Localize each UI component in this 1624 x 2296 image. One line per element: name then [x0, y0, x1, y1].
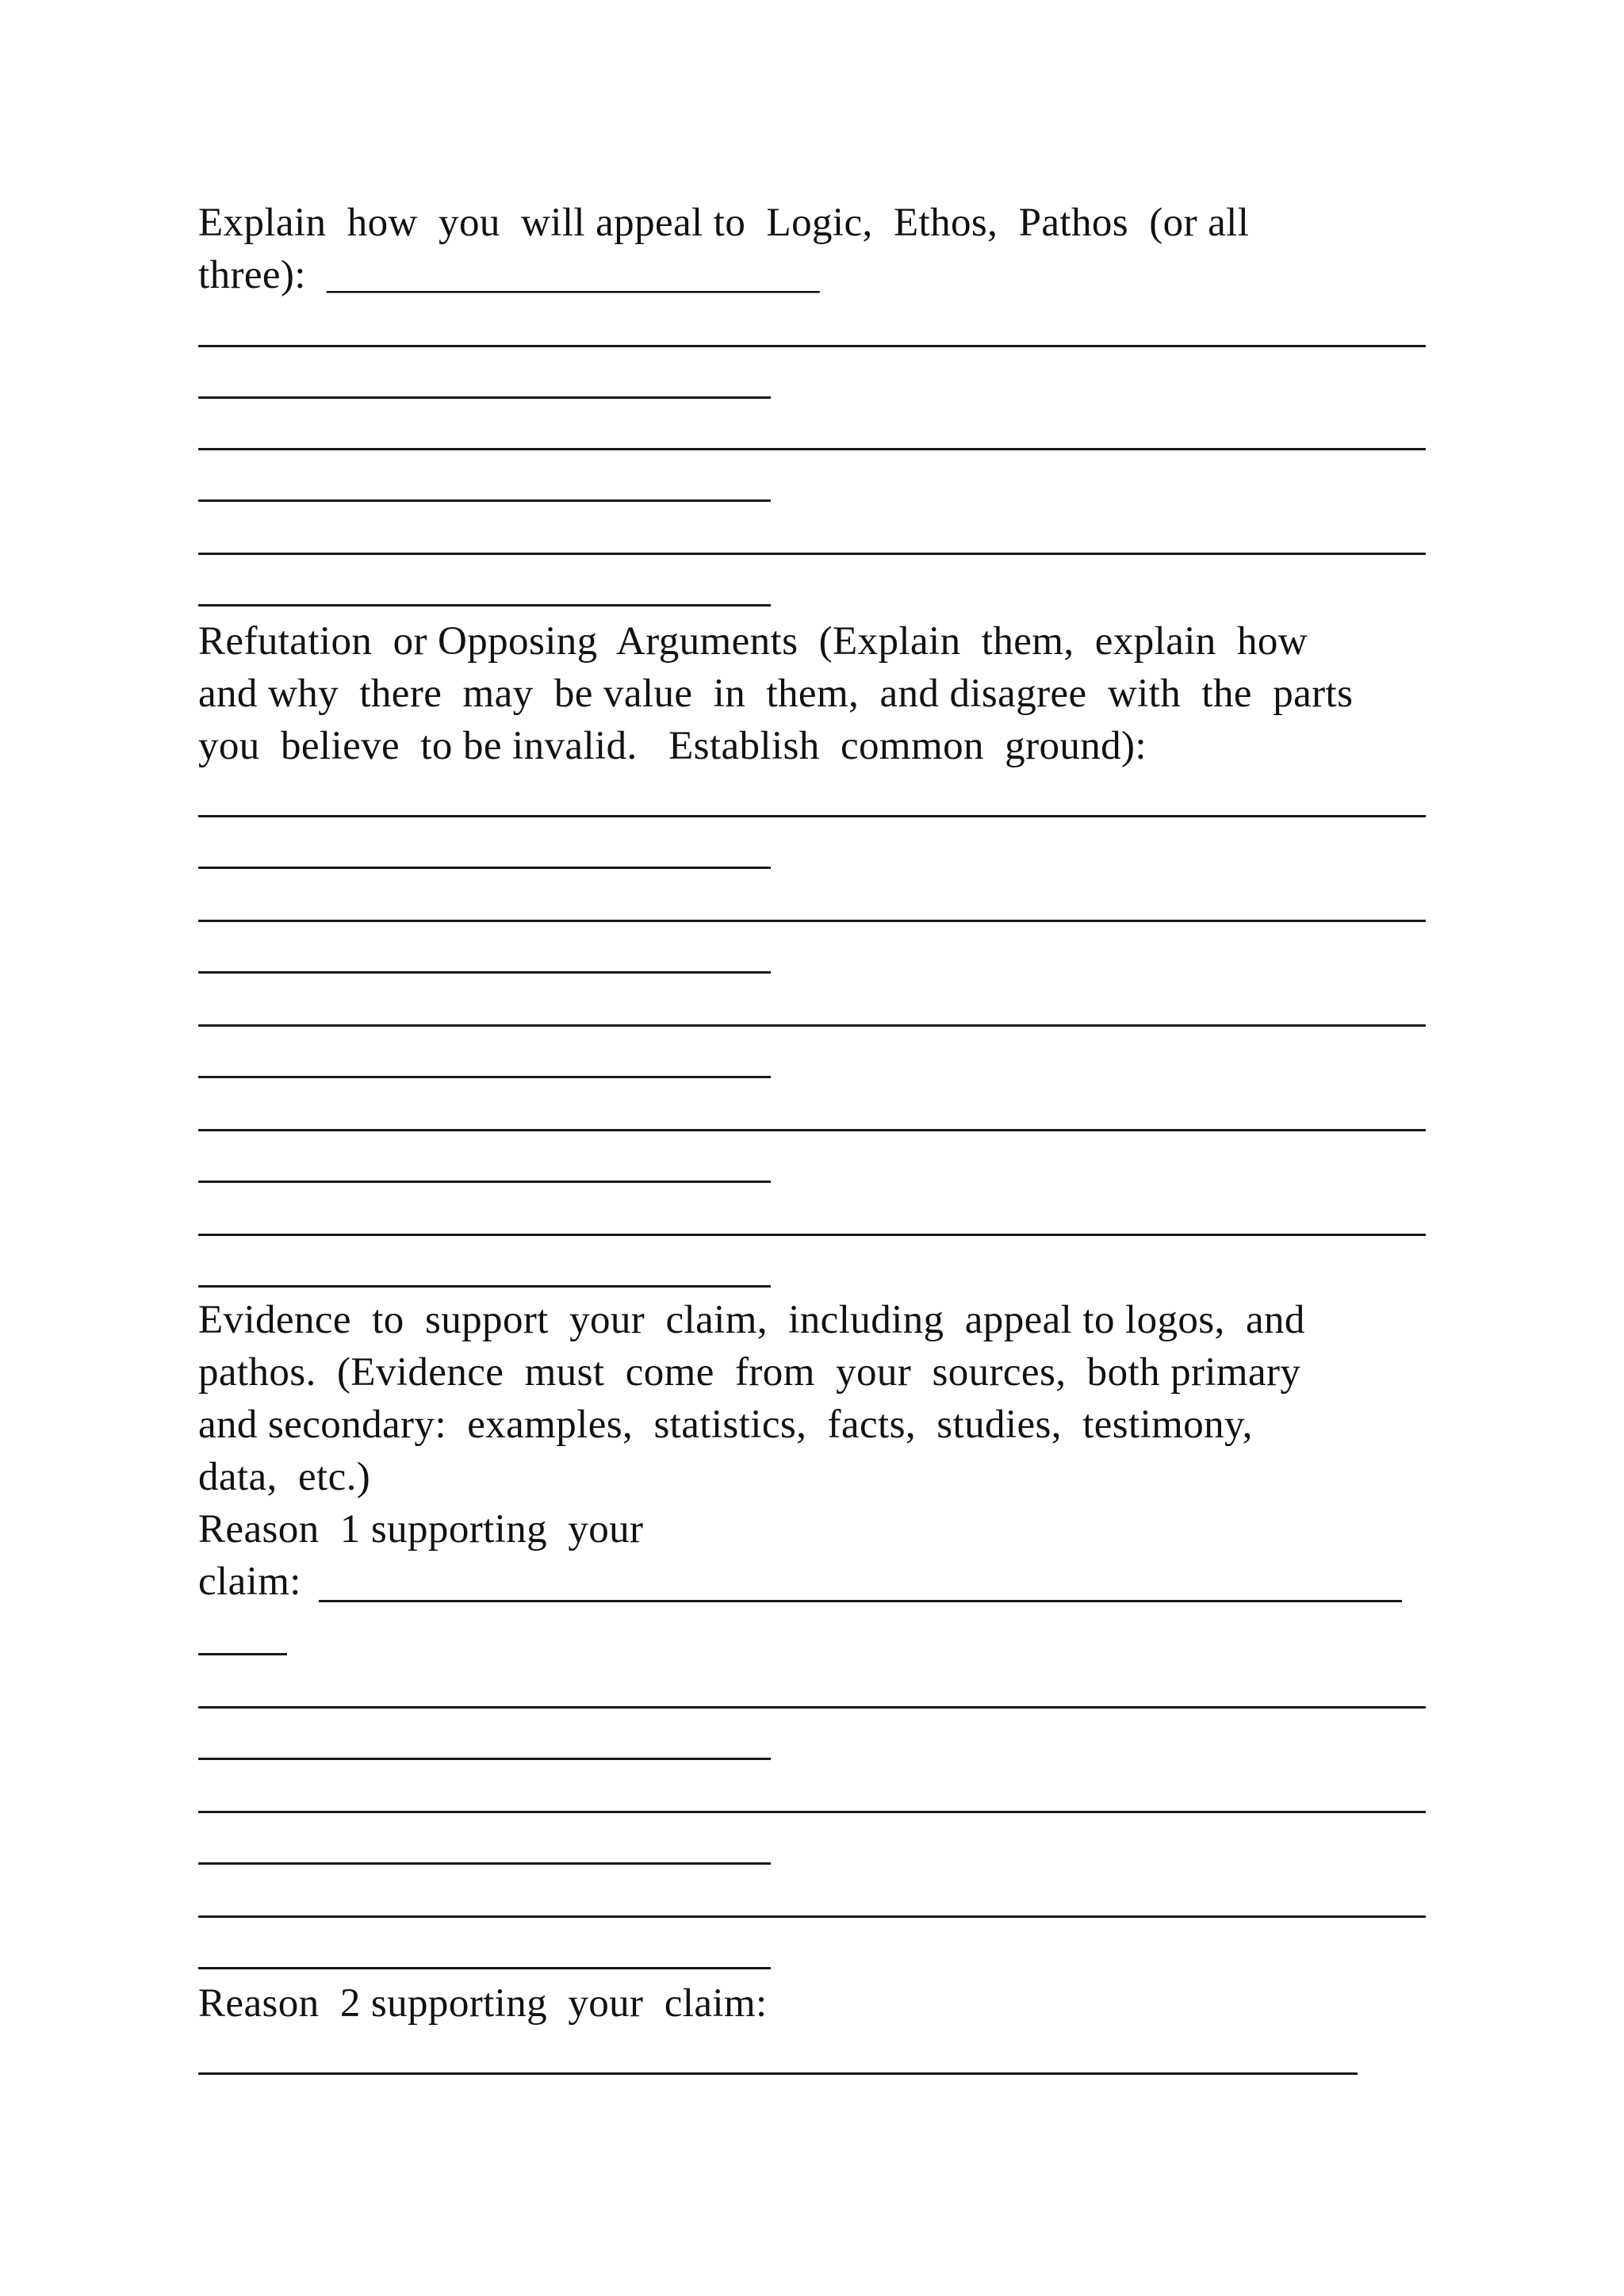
answer-line [198, 1181, 771, 1183]
answer-line [198, 553, 1426, 555]
answer-line [198, 1915, 1426, 1918]
refutation-line2: and why there may be value in them, and disagree with the parts [198, 672, 1354, 716]
evidence-line4: data, etc.) [198, 1455, 371, 1499]
answer-line [198, 1862, 771, 1865]
refutation-line1: Refutation or Opposing Arguments (Explain them, explain how [198, 619, 1308, 664]
evidence-line1: Evidence to support your claim, including appeal to logos, and [198, 1298, 1305, 1342]
evidence-line2: pathos. (Evidence must come from your sources, both primary [198, 1350, 1301, 1395]
reason1-line1: Reason 1 supporting your [198, 1507, 644, 1552]
answer-line [198, 499, 771, 502]
answer-line [198, 867, 771, 869]
answer-line [198, 448, 1426, 450]
answer-line [198, 396, 771, 399]
answer-line [198, 1653, 287, 1655]
answer-line [319, 1600, 1402, 1602]
answer-line [198, 1129, 1426, 1131]
answer-line [198, 971, 771, 974]
answer-line [198, 1967, 771, 1969]
evidence-line3: and secondary: examples, statistics, facts, studies, testimony, [198, 1402, 1253, 1447]
answer-line [198, 1285, 771, 1288]
answer-line [198, 815, 1426, 817]
answer-line [198, 1811, 1426, 1813]
answer-line [198, 2072, 1358, 2075]
reason1-line2: claim: [198, 1559, 301, 1604]
answer-line [198, 1706, 1426, 1709]
answer-line [198, 920, 1426, 922]
appeal-prompt-line2: three): ________________________ [198, 253, 820, 297]
reason2-label: Reason 2 supporting your claim: [198, 1981, 768, 2026]
answer-line [198, 345, 1426, 347]
answer-line [198, 1234, 1426, 1236]
answer-line [198, 1024, 1426, 1027]
answer-line [198, 1076, 771, 1078]
appeal-prompt-line1: Explain how you will appeal to Logic, Ethos, Pathos (or all [198, 201, 1250, 245]
answer-line [198, 604, 771, 607]
refutation-line3: you believe to be invalid. Establish common ground): [198, 724, 1147, 768]
answer-line [198, 1758, 771, 1760]
